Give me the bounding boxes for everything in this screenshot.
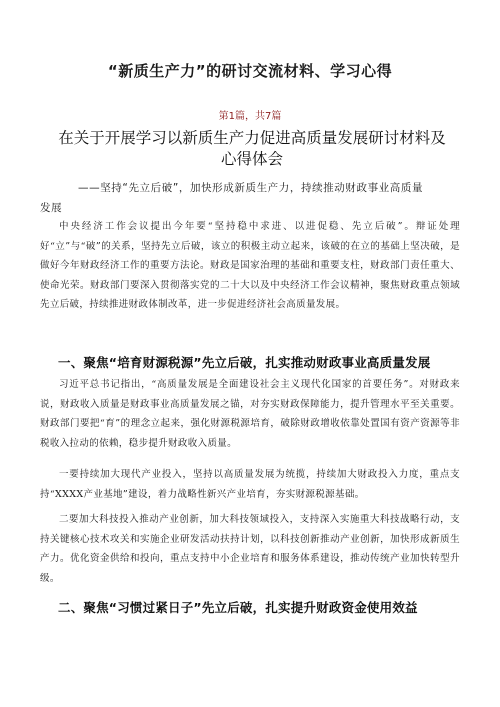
intro-paragraph: 中央经济工作会议提出今年要“坚持稳中求进、以进促稳、先立后破”。辩证处理好“立”与“破”的关系，坚持先立后破，该立的积极主动立起来，该破的在立的基础上坚决破，是做好今年财政经济工作的重要方法论。财政是国家治理的基础和重要支柱，财政部门责任重大、使命光荣。财政部门要深入贯彻落实党的二十大以及中央经济工作会议精神，聚焦财政重点领域先立后破，持续推进财政体制改革，进一步促进经济社会高质量发展。 — [40, 221, 460, 311]
part-indicator: 第1篇，共7篇 — [218, 111, 282, 122]
article-subtitle — [40, 178, 460, 218]
section1-paragraph-2: 一要持续加大现代产业投入，坚持以高质量发展为统揽，持续加大财政投入力度，重点支持“XXXX产业基地”建设，着力战略性新兴产业培育，夯实财源税源基础。 — [40, 469, 460, 500]
subtitle-line-1: ——坚持“先立后破”，加快形成新质生产力，持续推动财政事业高质量 — [78, 182, 424, 194]
section-heading-2: 二、聚焦“习惯过紧日子”先立后破，扎实提升财政资金使用效益 — [58, 600, 418, 615]
document-title: “新质生产力”的研讨交流材料、学习心得 — [107, 62, 393, 80]
section1-paragraph-1: 习近平总书记指出，“高质量发展是全面建设社会主义现代化国家的首要任务”。对财政来说，财政收入质量是财政事业高质量发展之锚，对夯实财政保障能力，提升管理水平至关重要。财政部门要把“育”的理念立起来，强化财源税源培育，破除财政增收依靠处置国有资产资源等非税收入拉动的依赖，稳步提升财政收入质量。 — [40, 379, 460, 449]
article-title: 在关于开展学习以新质生产力促进高质量发展研讨材料及心得体会 — [58, 129, 446, 168]
section1-paragraph-3: 二要加大科技投入推动产业创新，加大科技领域投入，支持深入实施重大科技战略行动，支持关键核心技术攻关和实施企业研发活动扶持计划，以科技创新推动产业创新，加快形成新质生产力。优化资金供给和投向，重点支持中小企业培育和服务体系建设，推动传统产业加快转型升级。 — [40, 514, 460, 584]
subtitle-line-2: 发展 — [40, 202, 63, 214]
section-heading-1: 一、聚焦“培育财源税源”先立后破，扎实推动财政事业高质量发展 — [58, 355, 431, 370]
